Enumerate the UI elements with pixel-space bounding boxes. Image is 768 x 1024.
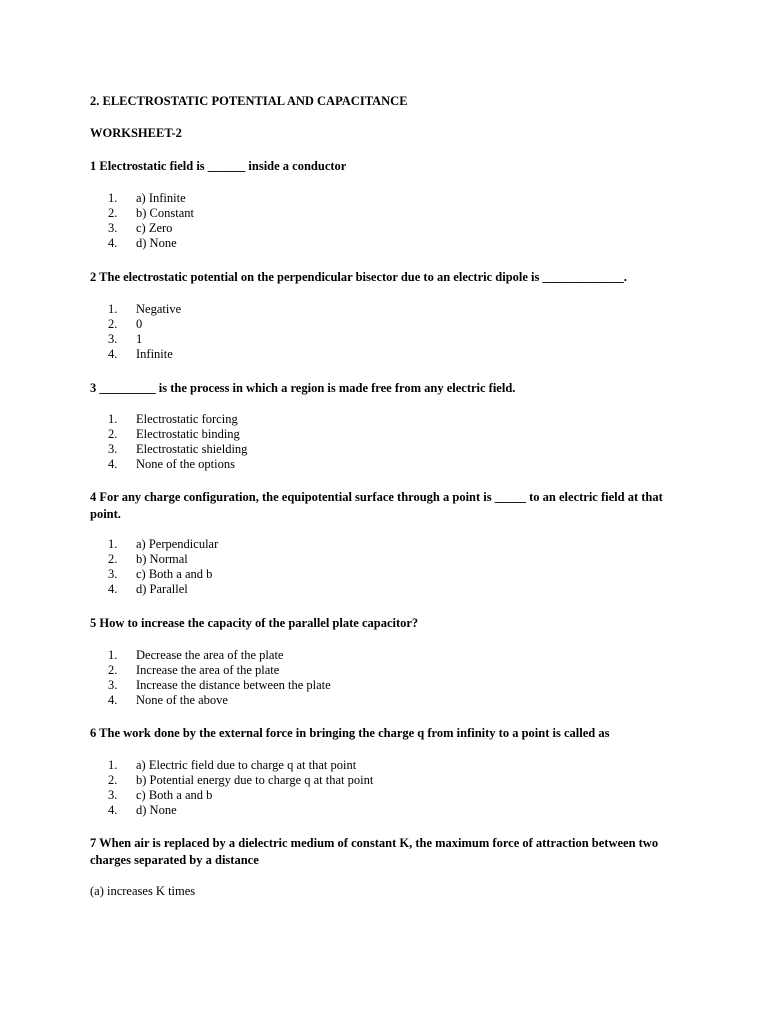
option-number: 4. [108,457,118,471]
option-item [108,803,373,818]
option-text: Negative [136,302,182,316]
question-5-options [108,648,331,708]
option-item [108,567,218,582]
option-item [108,773,373,788]
option-item [108,678,331,693]
option-item [108,663,331,678]
worksheet-label: WORKSHEET-2 [90,126,182,140]
option-item [108,347,181,362]
option-number: 1. [108,758,118,772]
option-item [108,206,194,221]
option-number: 1. [108,191,118,205]
option-number: 3. [108,567,118,581]
option-number: 3. [108,678,118,692]
option-text: 1 [136,332,143,346]
option-text: d) None [136,236,177,250]
question-6-text: 6 The work done by the external force in bringing the charge q from infinity to a point is called as [90,726,610,740]
option-number: 3. [108,332,118,346]
option-text: Infinite [136,347,173,361]
option-item [108,427,247,442]
option-text: None of the above [136,693,228,707]
option-item [108,302,181,317]
option-item [108,457,247,472]
option-item [108,648,331,663]
option-item [108,552,218,567]
question-7-text: 7 When air is replaced by a dielectric medium of constant K, the maximum force of attraction between two charges separated by a distance [90,836,659,867]
option-item [108,191,194,206]
question-1-text: 1 Electrostatic field is ______ inside a conductor [90,159,347,173]
question-2-options [108,302,181,362]
question-2-text: 2 The electrostatic potential on the perpendicular bisector due to an electric dipole is _____________. [90,270,627,284]
option-number: 2. [108,206,118,220]
option-item [108,236,194,251]
option-text: Increase the distance between the plate [136,678,331,692]
option-text: Electrostatic shielding [136,442,248,456]
option-item [108,582,218,597]
option-item [108,332,181,347]
option-text: c) Both a and b [136,567,213,581]
option-text: c) Zero [136,221,173,235]
option-text: c) Both a and b [136,788,213,802]
option-text: b) Potential energy due to charge q at that point [136,773,374,787]
option-number: 2. [108,427,118,441]
option-item [108,693,331,708]
option-text: None of the options [136,457,235,471]
option-text: d) Parallel [136,582,188,596]
option-number: 4. [108,582,118,596]
option-item [108,442,247,457]
option-number: 4. [108,803,118,817]
option-item [108,317,181,332]
option-number: 3. [108,221,118,235]
option-number: 2. [108,663,118,677]
option-number: 2. [108,317,118,331]
option-text: a) Perpendicular [136,537,219,551]
question-6-options [108,758,373,818]
option-text: d) None [136,803,177,817]
question-1-options [108,191,194,251]
option-number: 4. [108,236,118,250]
question-7-answer-line: (a) increases K times [90,884,196,898]
option-text: a) Electric field due to charge q at that point [136,758,357,772]
option-item [108,758,373,773]
option-number: 1. [108,412,118,426]
option-text: Electrostatic binding [136,427,240,441]
option-text: Electrostatic forcing [136,412,238,426]
option-number: 2. [108,552,118,566]
option-text: a) Infinite [136,191,186,205]
option-item [108,537,218,552]
option-number: 4. [108,693,118,707]
option-number: 1. [108,537,118,551]
option-text: Increase the area of the plate [136,663,280,677]
option-text: b) Constant [136,206,194,220]
option-item [108,221,194,236]
question-3-text: 3 _________ is the process in which a region is made free from any electric field. [90,381,516,395]
option-number: 2. [108,773,118,787]
question-5-text: 5 How to increase the capacity of the parallel plate capacitor? [90,616,419,630]
option-number: 4. [108,347,118,361]
option-text: Decrease the area of the plate [136,648,284,662]
option-item [108,412,247,427]
option-text: 0 [136,317,143,331]
question-4-options [108,537,218,597]
question-3-options [108,412,247,472]
option-number: 1. [108,648,118,662]
document-title: 2. ELECTROSTATIC POTENTIAL AND CAPACITANCE [90,94,408,108]
question-4-text: 4 For any charge configuration, the equipotential surface through a point is _____ to an electric field at that point. [90,490,663,521]
option-number: 1. [108,302,118,316]
option-number: 3. [108,788,118,802]
option-item [108,788,373,803]
option-number: 3. [108,442,118,456]
option-text: b) Normal [136,552,188,566]
